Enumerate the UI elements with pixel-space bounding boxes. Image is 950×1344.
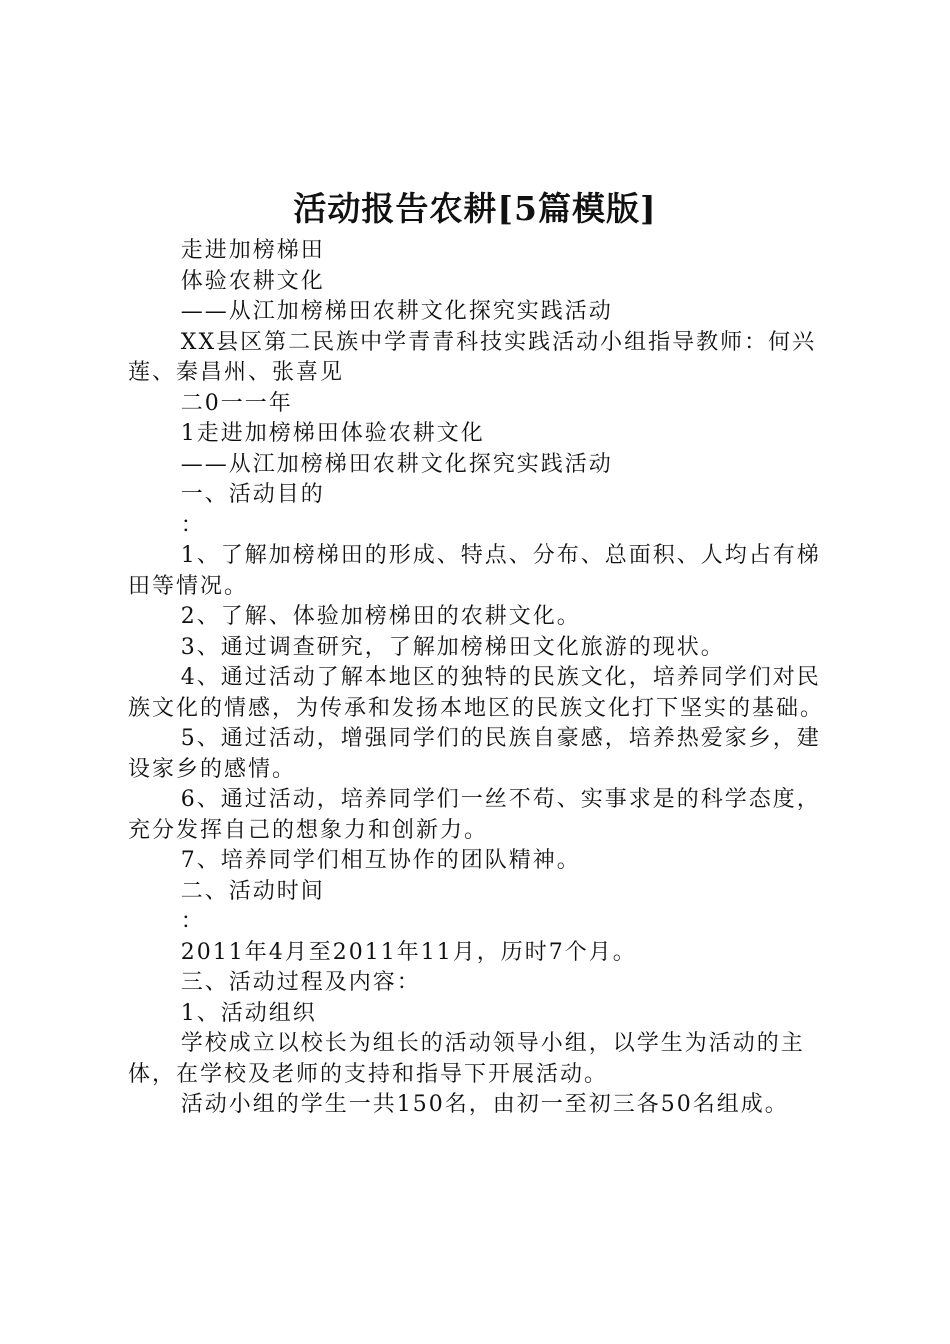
section-heading: 二、活动时间 (180, 878, 325, 904)
list-item: 5、通过活动，增强同学们的民族自豪感，培养热爱家乡，建设家乡的感情。 (128, 726, 821, 782)
section-heading: 三、活动过程及内容： (180, 970, 421, 995)
paragraph: XX县区第二民族中学青青科技实践活动小组指导教师：何兴莲、秦昌州、张喜见 (128, 329, 817, 385)
list-item: 7、培养同学们相互协作的团队精神。 (180, 848, 581, 873)
paragraph: 体验农耕文化 (180, 268, 325, 294)
subsection-heading: 1、活动组织 (180, 1000, 317, 1026)
paragraph: 2011年4月至2011年11月，历时7个月。 (180, 939, 637, 965)
paragraph: 1走进加榜梯田体验农耕文化 (180, 421, 485, 446)
paragraph: ——从江加榜梯田农耕文化探究实践活动 (180, 299, 613, 324)
document-title: 活动报告农耕[5篇模版] (293, 189, 657, 228)
list-item: 1、了解加榜梯田的形成、特点、分布、总面积、人均占有梯田等情况。 (128, 543, 821, 599)
paragraph: 学校成立以校长为组长的活动领导小组，以学生为活动的主体，在学校及老师的支持和指导下开展活动。 (128, 1031, 805, 1087)
paragraph: 活动小组的学生一共150名，由初一至初三各50名组成。 (180, 1092, 789, 1117)
paragraph: ： (180, 909, 205, 934)
list-item: 6、通过活动，培养同学们一丝不苟、实事求是的科学态度，充分发挥自己的想象力和创新力。 (128, 787, 821, 843)
paragraph: 走进加榜梯田 (180, 238, 325, 263)
document-body (128, 236, 836, 1121)
list-item: 4、通过活动了解本地区的独特的民族文化，培养同学们对民族文化的情感，为传承和发扬本地区的民族文化打下坚实的基础。 (128, 665, 825, 721)
section-heading: 一、活动目的 (180, 482, 325, 507)
paragraph: ： (180, 512, 205, 538)
list-item: 2、了解、体验加榜梯田的农耕文化。 (180, 604, 581, 629)
paragraph: ——从江加榜梯田农耕文化探究实践活动 (180, 451, 613, 477)
list-item: 3、通过调查研究，了解加榜梯田文化旅游的现状。 (180, 634, 725, 660)
paragraph: 二0一一年 (180, 390, 293, 416)
